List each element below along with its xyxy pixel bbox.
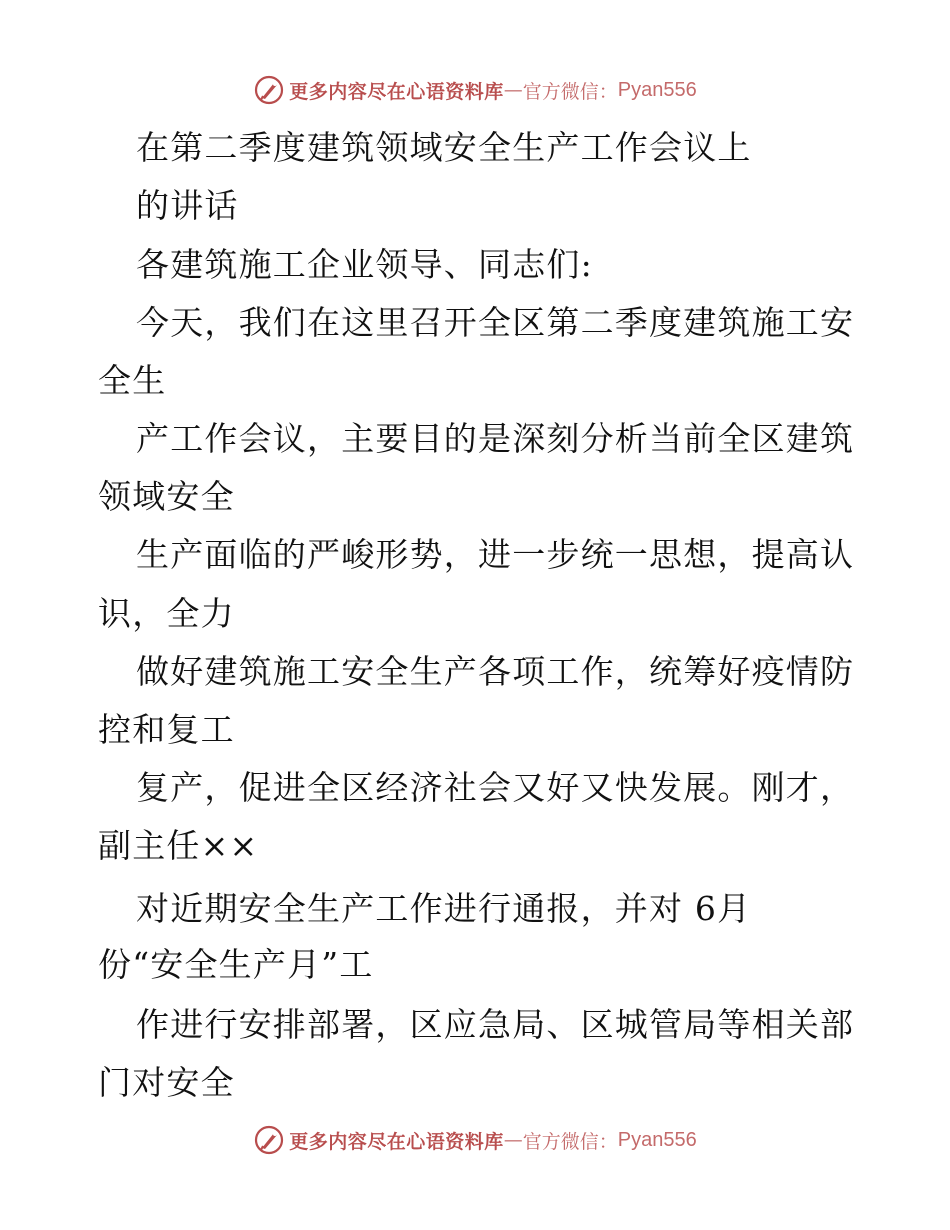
paragraph-line: 今天，我们在这里召开全区第二季度建筑施工安 [136,303,855,342]
footer-banner [0,1120,950,1160]
paragraph-line: 门对安全 [98,1063,235,1102]
paragraph-line: 做好建筑施工安全生产各项工作，统筹好疫情防 [136,652,855,691]
quill-pen-logo-icon [253,74,285,106]
banner-separator: — [503,1129,523,1151]
paragraph-line: 份“安全生产月”工 [98,945,374,984]
paragraph-line: 复产，促进全区经济社会又好又快发展。刚才， [136,768,855,807]
banner-separator: — [503,79,523,101]
paragraph-line: 对近期安全生产工作进行通报，并对 6月 [136,889,752,928]
paragraph-line: 识，全力 [98,594,235,633]
salutation: 各建筑施工企业领导、同志们: [136,245,593,284]
header-banner [0,70,950,110]
banner-wechat-label: 官方微信： [522,80,618,103]
paragraph-line: 生产面临的严峻形势，进一步统一思想，提高认 [136,535,855,574]
document-title-line-1: 在第二季度建筑领域安全生产工作会议上 [136,128,752,167]
banner-wechat-id: Pyan556 [617,1128,697,1151]
paragraph-line: 产工作会议，主要目的是深刻分析当前全区建筑 [136,419,855,458]
banner-wechat-id: Pyan556 [617,78,697,101]
banner-wechat-label: 官方微信： [522,1130,618,1153]
banner-title: 更多内容尽在心语资料库 [289,80,504,103]
paragraph-line: 领域安全 [98,477,235,516]
document-title-line-2: 的讲话 [136,186,239,225]
quill-pen-logo-icon [253,1124,285,1156]
banner-title: 更多内容尽在心语资料库 [289,1130,504,1153]
paragraph-line: 控和复工 [98,710,235,749]
paragraph-line: 全生 [98,361,167,400]
paragraph-line: 副主任×× [98,826,259,865]
paragraph-line: 作进行安排部署，区应急局、区城管局等相关部 [136,1005,855,1044]
